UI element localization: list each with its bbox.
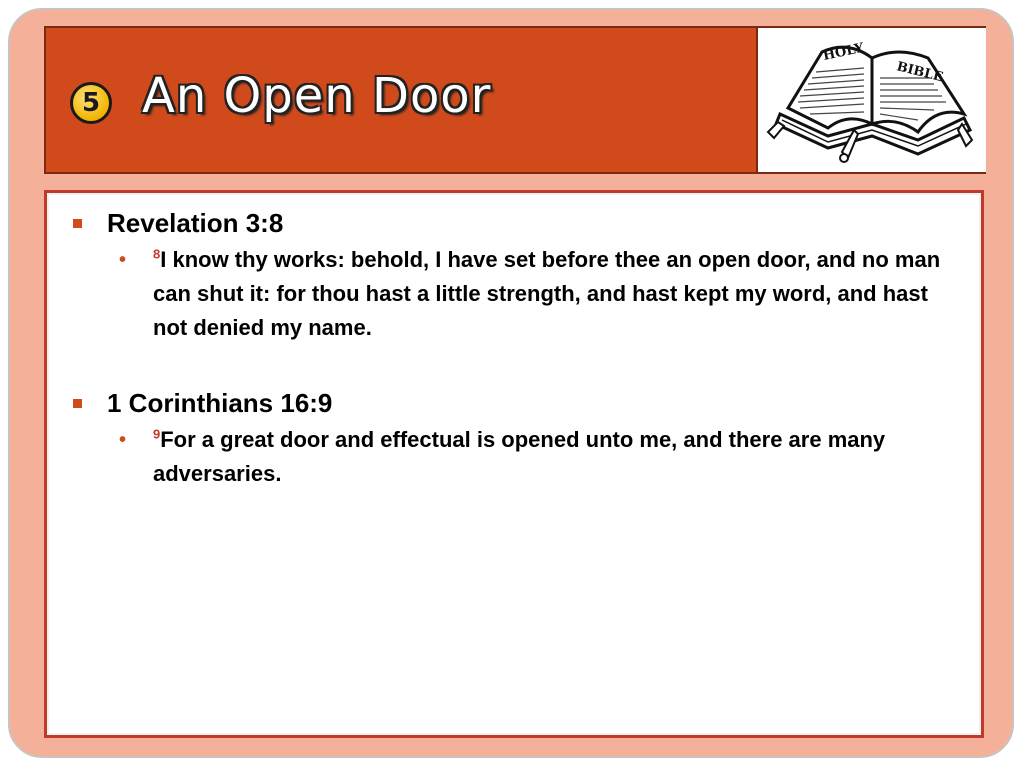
verse-number: 9 [153, 426, 161, 442]
scripture-section-corinthians [47, 387, 981, 491]
square-bullet-icon [73, 219, 82, 228]
content-area [44, 190, 984, 738]
heading-text: Revelation 3:8 [107, 208, 284, 238]
section-heading [47, 207, 981, 239]
bullet-dot-icon: • [119, 249, 127, 271]
page-title: An Open Door [142, 68, 492, 124]
verse-item [47, 243, 981, 345]
bullet-dot-icon: • [119, 429, 127, 451]
heading-text: 1 Corinthians 16:9 [107, 388, 333, 418]
verse-text: I know thy works: behold, I have set before thee an open door, and no man can shut it: for thou hast a little strength, and hast kept my word, and hast not denied my name. [153, 247, 941, 340]
title-bar [44, 26, 986, 174]
slide [8, 8, 1014, 758]
verse-item [47, 423, 981, 491]
open-bible-icon [758, 28, 986, 172]
section-heading [47, 387, 981, 419]
svg-text:BIBLE: BIBLE [895, 59, 945, 86]
bible-image-frame [756, 28, 986, 172]
title-number-badge: 5 [70, 82, 112, 124]
verse-text: For a great door and effectual is opened unto me, and there are many adversaries. [153, 427, 886, 486]
verse-number: 8 [153, 246, 161, 262]
square-bullet-icon [73, 399, 82, 408]
svg-text:HOLY: HOLY [821, 40, 866, 64]
scripture-section-revelation [47, 207, 981, 345]
